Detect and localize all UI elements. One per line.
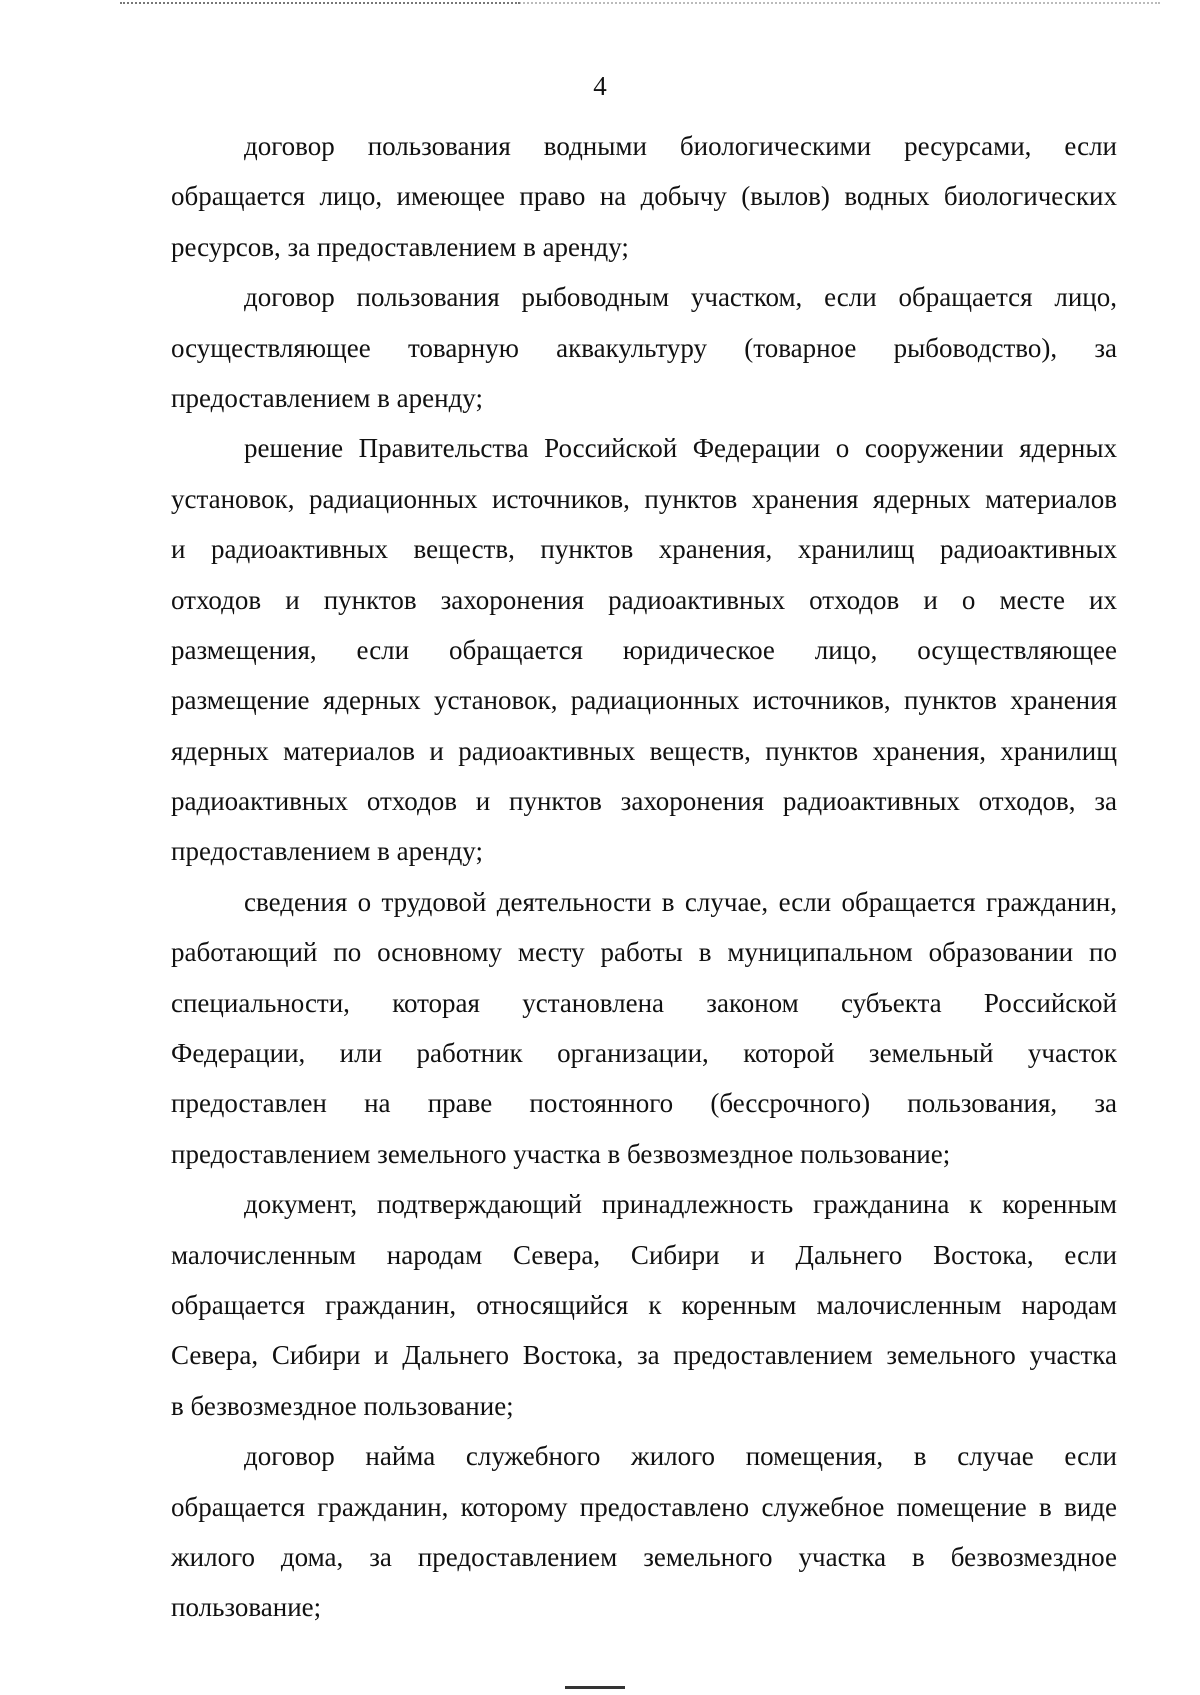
- text-line: обращается лицо, имеющее право на добычу (вылов) водных биологических: [171, 181, 1117, 212]
- text-line: специальности, которая установлена законом субъекта Российской: [171, 987, 1117, 1018]
- paragraph: [171, 423, 1117, 877]
- paragraph: [171, 1179, 1117, 1431]
- text-line: в безвозмездное пользование;: [171, 1390, 514, 1421]
- text-line: договор пользования рыбоводным участком, если обращается лицо,: [244, 282, 1117, 313]
- text-line: предоставлением в аренду;: [171, 382, 483, 413]
- text-line: работающий по основному месту работы в муниципальном образовании по: [171, 937, 1117, 968]
- text-line: жилого дома, за предоставлением земельного участка в безвозмездное: [171, 1541, 1117, 1572]
- document-body: [171, 121, 1117, 1633]
- text-line: ядерных материалов и радиоактивных веществ, пунктов хранения, хранилищ: [171, 735, 1117, 766]
- text-line: договор пользования водными биологическими ресурсами, если: [244, 131, 1117, 161]
- text-line: Федерации, или работник организации, которой земельный участок: [171, 1038, 1117, 1069]
- text-line: пользование;: [171, 1592, 322, 1623]
- text-line: размещение ядерных установок, радиационных источников, пунктов хранения: [171, 685, 1117, 716]
- text-line: обращается гражданин, которому предоставлено служебное помещение в виде: [171, 1491, 1117, 1522]
- text-line: договор найма служебного жилого помещения, в случае если: [244, 1441, 1117, 1472]
- text-line: сведения о трудовой деятельности в случае, если обращается гражданин,: [244, 886, 1117, 917]
- text-line: ресурсов, за предоставлением в аренду;: [171, 231, 629, 262]
- scan-bottom-artifact: [565, 1686, 625, 1689]
- text-line: отходов и пунктов захоронения радиоактивных отходов и о месте их: [171, 584, 1117, 615]
- page-number: 4: [593, 71, 607, 101]
- text-line: радиоактивных отходов и пунктов захоронения радиоактивных отходов, за: [171, 786, 1117, 817]
- text-line: предоставлением земельного участка в безвозмездное пользование;: [171, 1138, 951, 1169]
- text-line: предоставлением в аренду;: [171, 836, 483, 867]
- text-line: предоставлен на праве постоянного (бессрочного) пользования, за: [171, 1088, 1117, 1119]
- paragraph: [171, 121, 1117, 272]
- text-line: осуществляющее товарную аквакультуру (товарное рыбоводство), за: [171, 332, 1117, 363]
- paragraph: [171, 272, 1117, 423]
- scan-edge-artifact: [120, 2, 520, 4]
- text-line: решение Правительства Российской Федерации о сооружении ядерных: [244, 433, 1117, 464]
- text-line: установок, радиационных источников, пунктов хранения ядерных материалов: [171, 483, 1117, 514]
- text-line: документ, подтверждающий принадлежность гражданина к коренным: [244, 1189, 1117, 1220]
- text-line: и радиоактивных веществ, пунктов хранения, хранилищ радиоактивных: [171, 534, 1117, 565]
- text-line: малочисленным народам Севера, Сибири и Дальнего Востока, если: [171, 1239, 1117, 1270]
- paragraph: [171, 1431, 1117, 1633]
- text-line: размещения, если обращается юридическое лицо, осуществляющее: [171, 634, 1117, 665]
- text-line: Севера, Сибири и Дальнего Востока, за предоставлением земельного участка: [171, 1340, 1117, 1371]
- text-line: обращается гражданин, относящийся к коренным малочисленным народам: [171, 1289, 1117, 1320]
- paragraph: [171, 877, 1117, 1179]
